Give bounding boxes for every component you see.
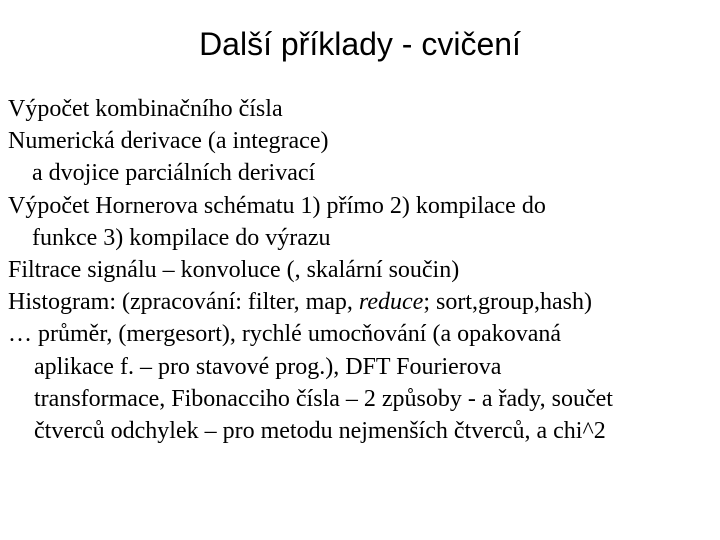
list-item-continuation: čtverců odchylek – pro metodu nejmenších čtverců, a chi^2	[34, 418, 606, 445]
list-item-continuation: transformace, Fibonacciho čísla – 2 způsoby - a řady, součet	[34, 385, 613, 412]
list-item-numericka-derivace	[8, 125, 720, 189]
list-item-horner	[8, 190, 720, 254]
list-item-filtrace	[8, 254, 720, 286]
list-item-continuation: a dvojice parciálních derivací	[32, 160, 316, 187]
list-item-dalsi-priklady	[8, 318, 720, 447]
histogram-emphasis: reduce	[358, 289, 424, 316]
list-item-line: Filtrace signálu – konvoluce (, skalární součin)	[8, 257, 460, 284]
list-item-continuation: aplikace f. – pro stavové prog.), DFT Fourierova	[34, 353, 502, 380]
list-item-histogram	[8, 286, 720, 318]
list-item-line: … průměr, (mergesort), rychlé umocňování (a opakovaná	[8, 321, 562, 348]
slide-title: Další příklady - cvičení	[199, 26, 521, 62]
list-item-line: Numerická derivace (a integrace)	[8, 128, 329, 155]
histogram-text-prefix: Histogram: (zpracování: filter, map,	[8, 289, 359, 316]
list-item-continuation: funkce 3) kompilace do výrazu	[32, 224, 331, 251]
list-item-line: Výpočet Hornerova schématu 1) přímo 2) kompilace do	[8, 192, 546, 219]
histogram-text-suffix: ; sort,group,hash)	[423, 289, 592, 316]
list-item-kombinacni-cislo	[8, 93, 720, 125]
list-item-line: Výpočet kombinačního čísla	[8, 96, 283, 122]
slide-body	[8, 93, 720, 447]
